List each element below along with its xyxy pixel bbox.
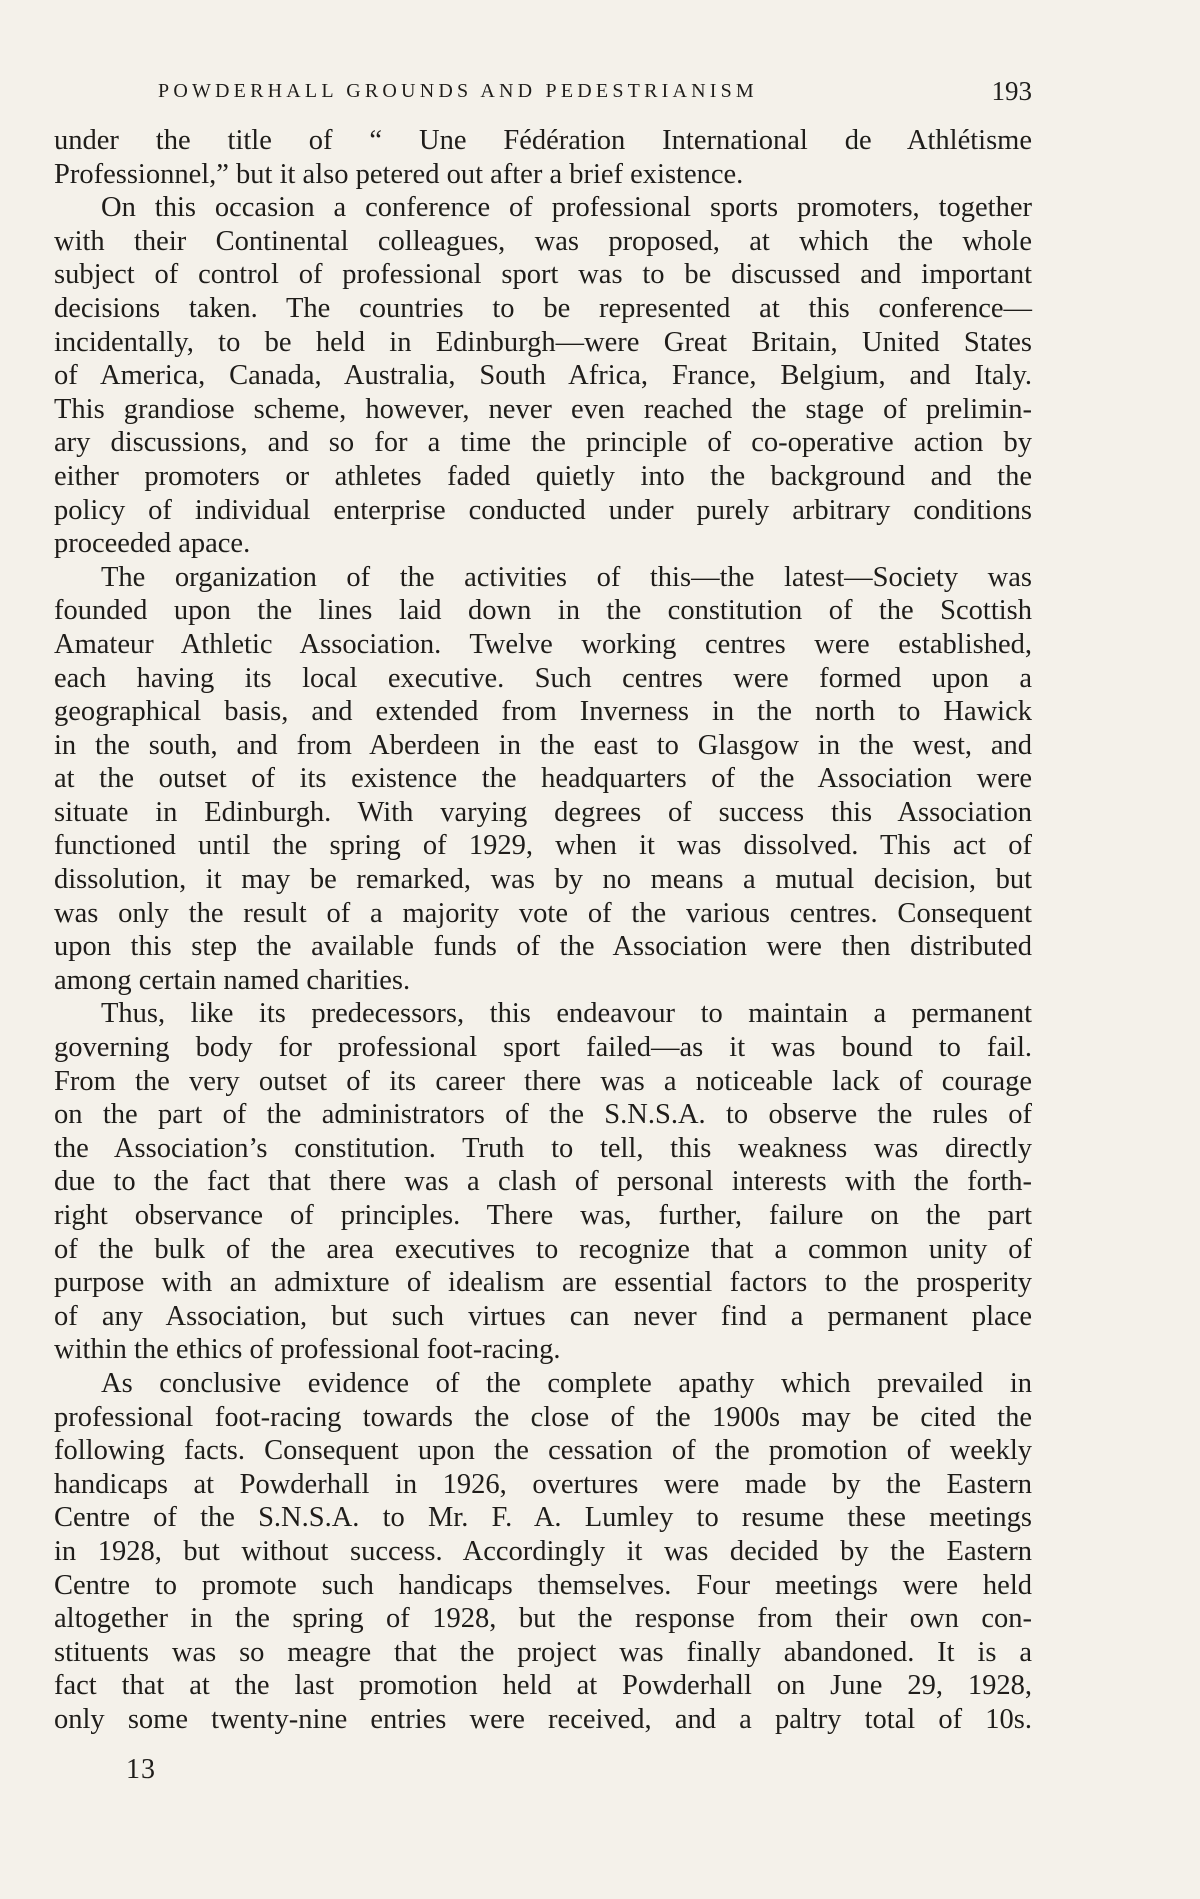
text-line: right observance of principles. There was, further, failure on the part	[54, 1200, 1032, 1231]
text-line: dissolution, it may be remarked, was by no means a mutual decision, but	[54, 864, 1032, 896]
text-line: each having its local executive. Such centres were formed upon a	[54, 662, 1032, 694]
text-line: of America, Canada, Australia, South Africa, France, Belgium, and Italy.	[54, 360, 1032, 392]
text-line: either promoters or athletes faded quietly into the background and the	[54, 460, 1032, 492]
text-line: situate in Edinburgh. With varying degrees of success this Association	[54, 796, 1032, 828]
paragraph-first-line: On this occasion a conference of professional sports promoters, together	[101, 192, 1032, 224]
text-line: Professionnel,” but it also petered out after a brief existence.	[54, 158, 744, 190]
running-title: POWDERHALL GROUNDS AND PEDESTRIANISM	[158, 80, 758, 102]
text-line: only some twenty-nine entries were received, and a paltry total of 10s.	[54, 1703, 1032, 1735]
text-line: on the part of the administrators of the S.N.S.A. to observe the rules of	[54, 1099, 1032, 1131]
text-line: among certain named charities.	[54, 964, 411, 996]
text-line: incidentally, to be held in Edinburgh—were Great Britain, United States	[54, 326, 1032, 358]
text-line: within the ethics of professional foot-racing.	[54, 1334, 561, 1366]
text-line: subject of control of professional sport was to be discussed and important	[54, 259, 1032, 291]
signature-mark: 13	[126, 1754, 156, 1785]
text-line: at the outset of its existence the headquarters of the Association were	[54, 763, 1032, 795]
text-line: ary discussions, and so for a time the principle of co-operative action by	[54, 427, 1032, 459]
text-line: purpose with an admixture of idealism are essential factors to the prosperity	[54, 1267, 1032, 1299]
text-line: fact that at the last promotion held at Powderhall on June 29, 1928,	[54, 1670, 1032, 1702]
paragraph-first-line: The organization of the activities of this—the latest—Society was	[101, 561, 1032, 593]
body-text	[54, 124, 1032, 1737]
text-line: founded upon the lines laid down in the constitution of the Scottish	[54, 595, 1032, 627]
text-line: stituents was so meagre that the project was finally abandoned. It is a	[54, 1636, 1032, 1668]
text-line: was only the result of a majority vote of the various centres. Consequent	[54, 897, 1032, 929]
paragraph-first-line: Thus, like its predecessors, this endeavour to maintain a permanent	[101, 998, 1032, 1030]
text-line: of the bulk of the area executives to recognize that a common unity of	[54, 1233, 1032, 1265]
page-number: 193	[991, 76, 1032, 106]
text-line: following facts. Consequent upon the cessation of the promotion of weekly	[54, 1435, 1032, 1467]
text-line: in the south, and from Aberdeen in the east to Glasgow in the west, and	[54, 729, 1032, 761]
text-line: with their Continental colleagues, was proposed, at which the whole	[54, 225, 1032, 257]
text-line: policy of individual enterprise conducted under purely arbitrary conditions	[54, 494, 1032, 526]
text-line: This grandiose scheme, however, never even reached the stage of prelimin-	[54, 393, 1032, 425]
text-line: altogether in the spring of 1928, but the response from their own con-	[54, 1603, 1032, 1635]
text-line: under the title of “ Une Fédération International de Athlétisme	[54, 125, 1032, 156]
text-line: Amateur Athletic Association. Twelve working centres were established,	[54, 628, 1032, 660]
text-line: governing body for professional sport failed—as it was bound to fail.	[54, 1032, 1032, 1064]
text-line: the Association’s constitution. Truth to tell, this weakness was directly	[54, 1132, 1032, 1164]
text-line: functioned until the spring of 1929, when it was dissolved. This act of	[54, 830, 1032, 862]
text-line: of any Association, but such virtues can never find a permanent place	[54, 1300, 1032, 1332]
text-line: geographical basis, and extended from Inverness in the north to Hawick	[54, 696, 1032, 728]
text-line: proceeded apace.	[54, 528, 251, 560]
text-line: From the very outset of its career there was a noticeable lack of courage	[54, 1065, 1032, 1097]
text-line: upon this step the available funds of the Association were then distributed	[54, 931, 1032, 963]
text-line: decisions taken. The countries to be represented at this conference—	[54, 292, 1032, 324]
text-line: Centre to promote such handicaps themselves. Four meetings were held	[54, 1569, 1032, 1601]
text-line: professional foot-racing towards the close of the 1900s may be cited the	[54, 1401, 1032, 1433]
text-line: due to the fact that there was a clash of personal interests with the forth-	[54, 1166, 1032, 1198]
text-line: handicaps at Powderhall in 1926, overtures were made by the Eastern	[54, 1468, 1032, 1500]
paragraph-first-line: As conclusive evidence of the complete apathy which prevailed in	[101, 1367, 1032, 1399]
text-line: in 1928, but without success. Accordingly it was decided by the Eastern	[54, 1535, 1032, 1567]
running-head	[158, 76, 1032, 116]
text-line: Centre of the S.N.S.A. to Mr. F. A. Lumley to resume these meetings	[54, 1502, 1032, 1534]
